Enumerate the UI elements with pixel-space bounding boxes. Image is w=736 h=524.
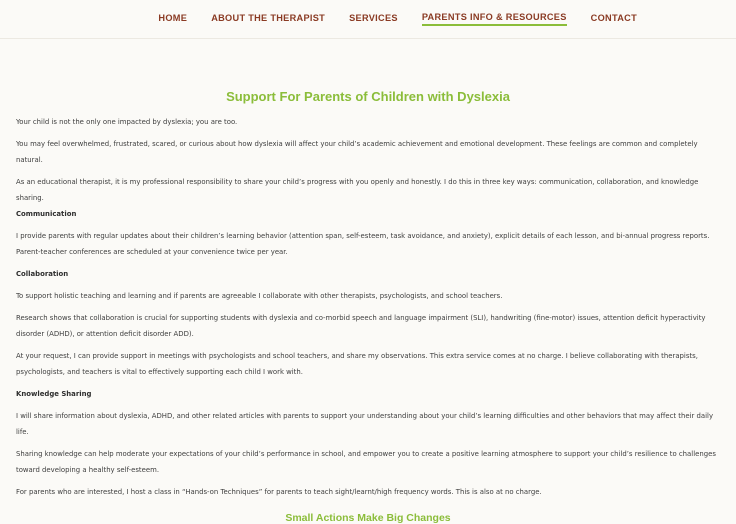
collaboration-paragraph-3: At your request, I can provide support in meetings with psychologists and school teachers, and share my observations. This extra service comes at no charge. I believe collaborating with therapists, psychologists, and teachers is vital to effectively supporting each child I work with. bbox=[16, 352, 698, 376]
communication-paragraph-1: I provide parents with regular updates about their children’s learning behavior (attention span, self-esteem, task avoidance, and anxiety), explicit details of each lesson, and bi-annual progress reports. Parent-teacher conferences are scheduled at your convenience twice per year. bbox=[16, 232, 710, 256]
knowledge-sharing-paragraph-3: For parents who are interested, I host a class in “Hands-on Techniques” for parents to teach sight/learnt/high frequency words. This is also at no charge. bbox=[16, 488, 542, 496]
nav-about-the-therapist[interactable]: ABOUT THE THERAPIST bbox=[211, 13, 326, 23]
nav-home[interactable]: HOME bbox=[158, 13, 188, 23]
nav-parents-info-resources[interactable]: PARENTS INFO & RESOURCES bbox=[422, 12, 567, 26]
section-heading-collaboration: Collaboration bbox=[16, 270, 69, 278]
intro-paragraph-1: Your child is not the only one impacted by dyslexia; you are too. bbox=[16, 118, 238, 126]
collaboration-paragraph-2: Research shows that collaboration is crucial for supporting students with dyslexia and co-morbid speech and language impairment (SLI), handwriting (fine-motor) issues, attention deficit hyperactivity disorder (ADHD), or attention deficit disorder ADD). bbox=[16, 314, 706, 338]
intro-paragraph-2: You may feel overwhelmed, frustrated, scared, or curious about how dyslexia will affect your child’s academic achievement and emotional development. These feelings are common and completely natural. bbox=[16, 140, 698, 164]
nav-contact[interactable]: CONTACT bbox=[590, 13, 637, 23]
top-navigation bbox=[0, 0, 736, 39]
intro-paragraph-3: As an educational therapist, it is my professional responsibility to share your child’s progress with you openly and honestly. I do this in three key ways: communication, collaboration, and knowledge sharing. bbox=[16, 178, 699, 202]
section-heading-knowledge-sharing: Knowledge Sharing bbox=[16, 390, 92, 398]
section-heading-communication: Communication bbox=[16, 210, 77, 218]
nav-services[interactable]: SERVICES bbox=[349, 13, 398, 23]
collaboration-paragraph-1: To support holistic teaching and learning and if parents are agreeable I collaborate with other therapists, psychologists, and school teachers. bbox=[16, 292, 503, 300]
section-subtitle: Small Actions Make Big Changes bbox=[285, 512, 451, 524]
page-title: Support For Parents of Children with Dyslexia bbox=[226, 89, 510, 104]
main-content bbox=[0, 90, 736, 524]
knowledge-sharing-paragraph-1: I will share information about dyslexia, ADHD, and other related articles with parents to support your understanding about your child’s learning difficulties and other behaviors that may affect their daily life. bbox=[16, 412, 714, 436]
knowledge-sharing-paragraph-2: Sharing knowledge can help moderate your expectations of your child’s performance in school, and empower you to create a positive learning atmosphere to support your child’s resilience to challenges toward developing a healthy self-esteem. bbox=[16, 450, 716, 474]
